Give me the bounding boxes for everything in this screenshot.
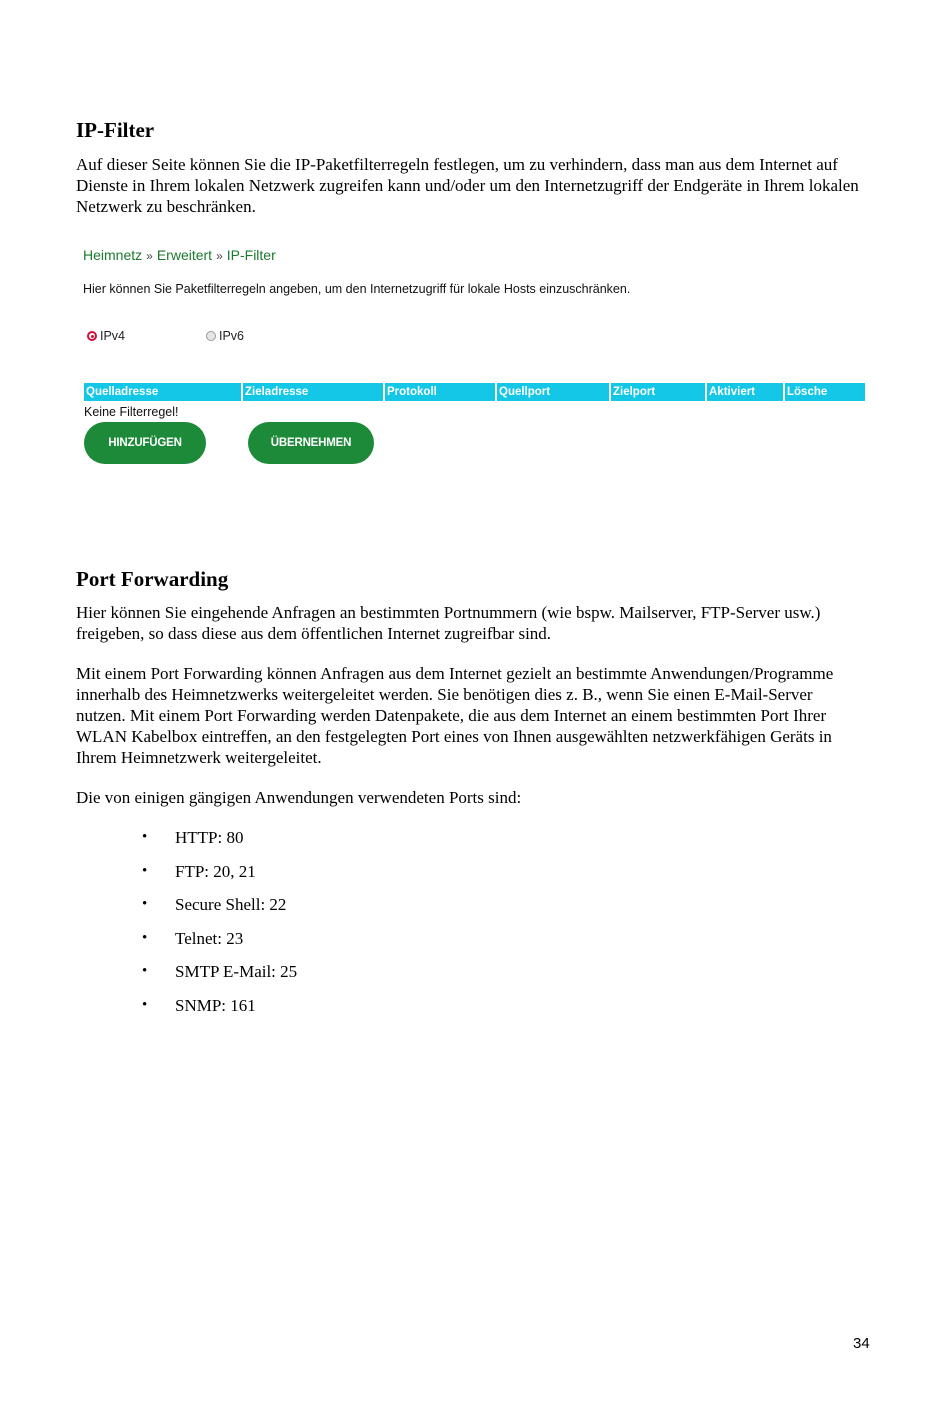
port-entry: SMTP E-Mail: 25 xyxy=(175,962,298,981)
ip-filter-heading: IP-Filter xyxy=(76,118,155,142)
radio-unselected-icon xyxy=(206,331,216,341)
port-entry: Secure Shell: 22 xyxy=(175,895,287,914)
port-forwarding-paragraph-1: Hier können Sie eingehende Anfragen an bestimmten Portnummern (wie bspw. Mailserver, FTP-Server usw.) freigeben, so dass diese aus dem öffentlichen Internet zugreifbar sind. xyxy=(76,603,821,643)
list-item xyxy=(76,928,676,962)
bullet-icon: • xyxy=(142,862,148,879)
list-item xyxy=(76,995,676,1029)
breadcrumb-ip-filter[interactable]: IP-Filter xyxy=(226,247,276,263)
filter-table-header xyxy=(84,383,865,401)
page-number: 34 xyxy=(853,1335,870,1352)
port-forwarding-heading: Port Forwarding xyxy=(76,567,229,591)
bullet-icon: • xyxy=(142,963,148,979)
column-aktiviert: Aktiviert xyxy=(707,383,785,401)
add-rule-button[interactable]: HINZUFÜGEN xyxy=(84,422,206,464)
bullet-icon: • xyxy=(142,829,148,845)
ipv4-label: IPv4 xyxy=(100,329,126,343)
port-forwarding-paragraph-3: Die von einigen gängigen Anwendungen verwendeten Ports sind: xyxy=(76,788,522,807)
breadcrumb xyxy=(83,247,276,263)
column-protokoll: Protokoll xyxy=(385,383,497,401)
ip-filter-intro: Auf dieser Seite können Sie die IP-Paketfilterregeln festlegen, um zu verhindern, dass man aus dem Internet auf Dienste in Ihrem lokalen Netzwerk zugreifen kann und/oder um den Internetzugriff der Endgeräte in Ihrem lokalen Netzwerk zu beschränken. xyxy=(76,155,859,216)
bullet-icon: • xyxy=(142,996,148,1013)
bullet-icon: • xyxy=(142,896,148,912)
port-entry: SNMP: 161 xyxy=(175,995,256,1015)
list-item xyxy=(76,861,676,895)
list-item xyxy=(76,961,676,995)
column-quelladresse: Quelladresse xyxy=(84,383,243,401)
breadcrumb-erweitert[interactable]: Erweitert xyxy=(156,247,213,263)
list-item xyxy=(76,894,676,928)
port-entry: FTP: 20, 21 xyxy=(175,861,256,881)
port-entry: Telnet: 23 xyxy=(175,928,244,948)
ipv4-radio[interactable] xyxy=(87,329,125,343)
router-ui-screenshot xyxy=(82,247,864,472)
column-loesche: Lösche xyxy=(785,383,865,401)
column-zieladresse: Zieladresse xyxy=(243,383,385,401)
ports-list xyxy=(76,827,676,1028)
list-item xyxy=(76,827,676,861)
breadcrumb-separator: » xyxy=(216,249,223,263)
bullet-icon: • xyxy=(142,929,148,946)
column-zielport: Zielport xyxy=(611,383,707,401)
breadcrumb-separator: » xyxy=(146,249,153,263)
ui-description: Hier können Sie Paketfilterregeln angeben, um den Internetzugriff für lokale Hosts einzuschränken. xyxy=(83,282,631,296)
port-forwarding-paragraph-2: Mit einem Port Forwarding können Anfragen aus dem Internet gezielt an bestimmte Anwendungen/Programme innerhalb des Heimnetzwerks weitergeleitet werden. Sie benötigen dies z. B., wenn Sie einen E-Mail-Server nutzen. Mit einem Port Forwarding werden Datenpakete, die aus dem Internet an einem bestimmten Port Ihrer WLAN Kabelbox eintreffen, an den festgelegten Port eines von Ihnen ausgewählten netzwerkfähigen Geräts in Ihrem Heimnetzwerk weitergeleitet. xyxy=(76,664,834,767)
radio-selected-icon xyxy=(87,331,97,341)
empty-table-message: Keine Filterregel! xyxy=(84,405,179,419)
ipv6-label: IPv6 xyxy=(219,329,245,343)
apply-button[interactable]: ÜBERNEHMEN xyxy=(248,422,374,464)
column-quellport: Quellport xyxy=(497,383,611,401)
breadcrumb-heimnetz[interactable]: Heimnetz xyxy=(83,247,143,263)
ipv6-radio[interactable] xyxy=(206,329,244,343)
port-entry: HTTP: 80 xyxy=(175,828,244,847)
